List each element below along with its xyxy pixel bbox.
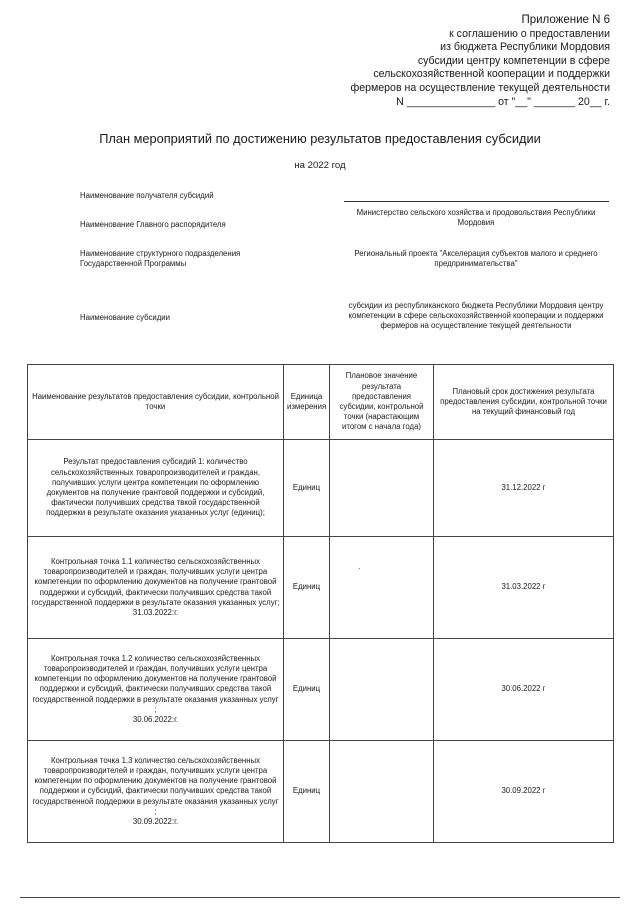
distributor-label: Наименование Главного распорядителя [80, 220, 226, 229]
table-row [28, 639, 614, 741]
header-deadline: Плановый срок достижения результата предоставления субсидии, контрольной точки на текущий финансовый год [434, 365, 614, 440]
recipient-label: Наименование получателя субсидий [80, 191, 214, 200]
scan-speck [359, 568, 360, 569]
table-row [28, 440, 614, 537]
cell-unit: Единиц [284, 741, 330, 843]
cell-deadline: 30.09.2022 г [434, 741, 614, 843]
cell-planned-value [330, 440, 434, 537]
document-year: на 2022 год [294, 160, 346, 171]
unit-label: Наименование структурного подразделения Государственной Программы [80, 249, 241, 268]
table-header-row [28, 365, 614, 440]
appendix-block [350, 14, 610, 109]
cell-unit: Единиц [284, 639, 330, 741]
cell-deadline: 31.12.2022 г [434, 440, 614, 537]
cell-planned-value [330, 537, 434, 639]
cell-deadline: 31.03.2022 г [434, 537, 614, 639]
cell-planned-value [330, 639, 434, 741]
table-row [28, 741, 614, 843]
distributor-value: Министерство сельского хозяйства и продовольствия Республики Мордовия [356, 208, 596, 227]
appendix-line: сельскохозяйственной кооперации и поддержки [373, 68, 610, 81]
cell-result-name: Результат предоставления субсидий 1: количество сельскохозяйственных товаропроизводителей и граждан, получивших услуги центра компетенции по оформлению документов на получение грантовой поддержки и субсидий, фактически получивших средства твкой государственной поддержки в результате оказания указанных услуг (единиц); [28, 440, 284, 537]
subsidy-value: субсидии из республиканского бюджета Республики Мордовия центру компетенции в сфере сельскохозяйственной кооперации и поддержки фермеров на осуществление текущей деятельности [348, 301, 604, 330]
cell-result-name: Контрольная точка 1.2 количество сельскохозяйственных товаропроизводителей и граждан, получивших услуги центра компетенции по оформлению документов на получение грантовой поддержки и субсидий, фактически получивших средства такой государственной поддержки в результате оказания указанных услуг ; 30.06.2022:г. [28, 639, 284, 741]
header-unit: Единица измерения [284, 365, 330, 440]
appendix-number-date: N _______________ от "__" _______ 20__ г. [396, 95, 610, 108]
cell-result-name: Контрольная точка 1.3 количество сельскохозяйственных товаропроизводителей и граждан, получивших услуги центра компетенции по оформлению документов на получение грантовой поддержки и субсидий, фактически получивших средства такой государственной поддержки в результате оказания указанных услуг ; 30.09.2022:г. [28, 741, 284, 843]
appendix-line: субсидии центру компетенции в сфере [417, 54, 610, 67]
page-bottom-rule [20, 897, 620, 898]
cell-unit: Единиц [284, 537, 330, 639]
recipient-underline [344, 201, 609, 202]
table-row [28, 537, 614, 639]
appendix-line: из бюджета Республики Мордовия [440, 41, 610, 54]
document-title: План мероприятий по достижению результатов предоставления субсидии [99, 131, 541, 146]
results-table [27, 364, 614, 843]
header-result-name: Наименование результатов предоставления субсидии, контрольной точки [28, 365, 284, 440]
unit-value: Региональный проекта "Акселерация субъектов малого и среднего предпринимательства" [354, 249, 598, 268]
subsidy-label: Наименование субсидии [80, 313, 170, 322]
appendix-line: фермеров на осуществление текущей деятельности [350, 81, 610, 94]
header-planned-value: Плановое значение результата предоставления субсидии, контрольной точки (нарастающим итогом с начала года) [330, 365, 434, 440]
cell-unit: Единиц [284, 440, 330, 537]
appendix-line: к соглашению о предоставлении [449, 27, 610, 40]
cell-planned-value [330, 741, 434, 843]
cell-result-name: Контрольная точка 1.1 количество сельскохозяйственных товаропроизводителей и граждан, получивших услуги центра компетенции по оформлению документов на получение грантовой поддержки и субсидий, фактически получивших средства такой государственной поддержки в результате оказания указанных услуг; 31.03.2022:г. [28, 537, 284, 639]
cell-deadline: 30.06.2022 г [434, 639, 614, 741]
appendix-number: Приложение N 6 [521, 14, 610, 26]
